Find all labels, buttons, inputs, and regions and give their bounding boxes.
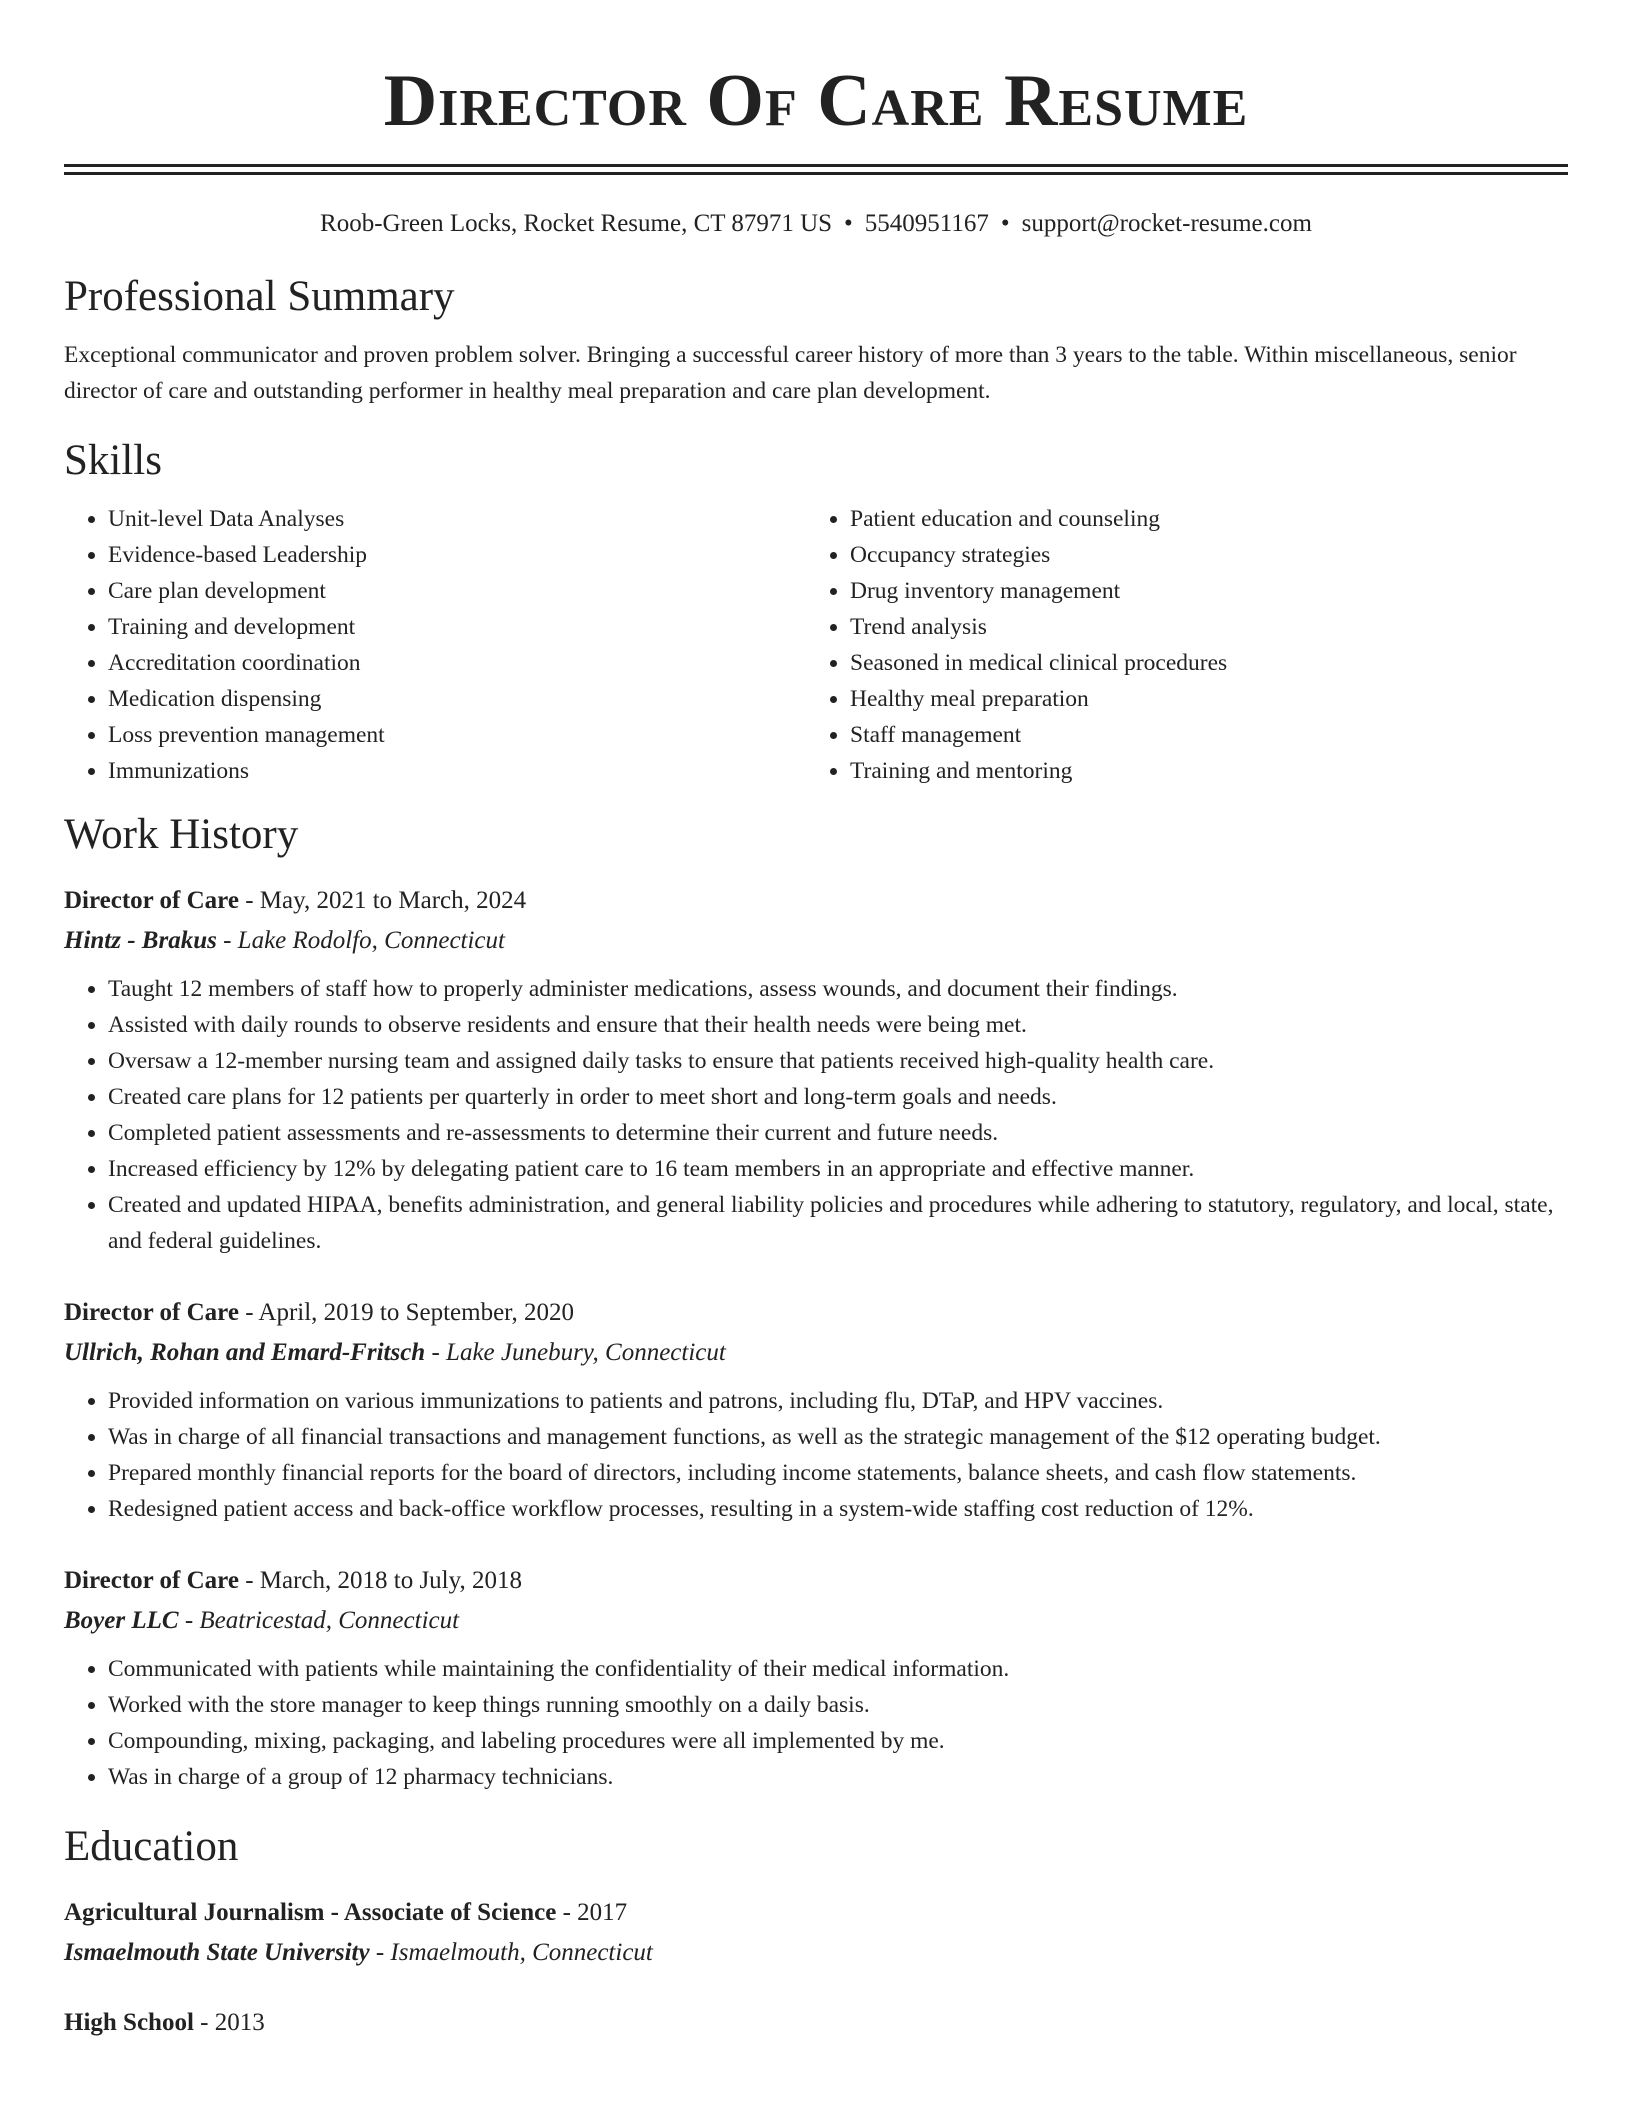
resume-title: Director Of Care Resume (383, 60, 1249, 142)
skills-list-left (64, 501, 806, 789)
contact-phone: 5540951167 (864, 210, 989, 237)
education-degree: High School (64, 2009, 194, 2036)
education-school: Ismaelmouth State University (64, 1939, 370, 1966)
education-heading: Education (64, 1823, 239, 1870)
education-year: - 2017 (556, 1899, 628, 1926)
contact-address: Roob-Green Locks, Rocket Resume, CT 87971 US (320, 210, 833, 237)
job-company: Boyer LLC (64, 1607, 179, 1634)
summary-text: Exceptional communicator and proven problem solver. Bringing a successful career history of more than 3 years to the table. Within miscellaneous, senior director of care and outstanding performer in healthy meal preparation and care plan development. (64, 342, 1517, 404)
work-history-heading: Work History (64, 811, 299, 858)
skills-list-right (806, 501, 1227, 789)
job-bullet: • Communicated with patients while maintaining the confidentiality of their medical information. (108, 1651, 1568, 1687)
skill-item: • Medication dispensing (108, 681, 806, 717)
job-bullet: • Prepared monthly financial reports for the board of directors, including income statements, balance sheets, and cash flow statements. (108, 1455, 1568, 1491)
skill-item: • Trend analysis (850, 609, 1227, 645)
skill-item: • Drug inventory management (850, 573, 1227, 609)
education-degree: Agricultural Journalism - Associate of Science (64, 1899, 557, 1926)
education-degree-line (64, 2003, 1568, 2043)
job-bullet: • Created and updated HIPAA, benefits administration, and general liability policies and procedures while adhering to statutory, regulatory, and local, state, and federal guidelines. (108, 1187, 1568, 1259)
skill-item: • Training and mentoring (850, 753, 1227, 789)
job-bullet: • Was in charge of a group of 12 pharmacy technicians. (108, 1759, 1568, 1795)
skill-item: • Healthy meal preparation (850, 681, 1227, 717)
job-bullet: • Provided information on various immunizations to patients and patrons, including flu, DTaP, and HPV vaccines. (108, 1383, 1568, 1419)
education-entry (64, 1893, 1568, 1973)
job-location: - Beatricestad, Connecticut (178, 1607, 460, 1634)
job-title-line (64, 881, 1568, 921)
title-divider (64, 164, 1568, 175)
job-company: Ullrich, Rohan and Emard-Fritsch (64, 1339, 426, 1366)
job-title-line (64, 1293, 1568, 1333)
job-bullet: • Was in charge of all financial transactions and management functions, as well as the strategic management of the $12 operating budget. (108, 1419, 1568, 1455)
skill-item: • Care plan development (108, 573, 806, 609)
job-dates: - May, 2021 to March, 2024 (238, 887, 527, 914)
skill-item: • Seasoned in medical clinical procedures (850, 645, 1227, 681)
job-bullet: • Oversaw a 12-member nursing team and assigned daily tasks to ensure that patients received high-quality health care. (108, 1043, 1568, 1079)
job-bullet: • Taught 12 members of staff how to properly administer medications, assess wounds, and document their findings. (108, 971, 1568, 1007)
job-title: Director of Care (64, 1567, 239, 1594)
education-location: - Ismaelmouth, Connecticut (369, 1939, 653, 1966)
job-entry (64, 1293, 1568, 1527)
education-year: - 2013 (193, 2009, 265, 2036)
skill-item: • Training and development (108, 609, 806, 645)
summary-heading: Professional Summary (64, 273, 455, 320)
contact-separator: • (1000, 210, 1010, 237)
contact-line (64, 209, 1568, 239)
education-school-line (64, 1933, 1568, 1973)
job-bullet: • Completed patient assessments and re-assessments to determine their current and future needs. (108, 1115, 1568, 1151)
job-location: - Lake Rodolfo, Connecticut (216, 927, 505, 954)
job-bullet: • Created care plans for 12 patients per quarterly in order to meet short and long-term goals and needs. (108, 1079, 1568, 1115)
contact-email: support@rocket-resume.com (1021, 210, 1312, 237)
job-bullet: • Redesigned patient access and back-office workflow processes, resulting in a system-wide staffing cost reduction of 12%. (108, 1491, 1568, 1527)
job-entry (64, 1561, 1568, 1795)
skill-item: • Immunizations (108, 753, 806, 789)
education-degree-line (64, 1893, 1568, 1933)
job-location: - Lake Junebury, Connecticut (425, 1339, 726, 1366)
skill-item: • Staff management (850, 717, 1227, 753)
job-dates: - April, 2019 to September, 2020 (238, 1299, 575, 1326)
job-bullet: • Worked with the store manager to keep things running smoothly on a daily basis. (108, 1687, 1568, 1723)
skill-item: • Accreditation coordination (108, 645, 806, 681)
skill-item: • Unit-level Data Analyses (108, 501, 806, 537)
job-bullet: • Compounding, mixing, packaging, and labeling procedures were all implemented by me. (108, 1723, 1568, 1759)
job-company-line (64, 921, 1568, 961)
job-entry (64, 881, 1568, 1259)
skill-item: • Evidence-based Leadership (108, 537, 806, 573)
job-bullets (64, 1383, 1568, 1527)
job-title-line (64, 1561, 1568, 1601)
job-bullets (64, 971, 1568, 1259)
job-bullet: • Assisted with daily rounds to observe residents and ensure that their health needs were being met. (108, 1007, 1568, 1043)
job-title: Director of Care (64, 887, 239, 914)
job-title: Director of Care (64, 1299, 239, 1326)
job-bullets (64, 1651, 1568, 1795)
job-company-line (64, 1601, 1568, 1641)
job-dates: - March, 2018 to July, 2018 (238, 1567, 523, 1594)
job-company-line (64, 1333, 1568, 1373)
contact-separator: • (844, 210, 853, 237)
skills-heading: Skills (64, 437, 162, 484)
job-company: Hintz - Brakus (64, 927, 217, 954)
skills-columns (64, 501, 1568, 789)
skill-item: • Occupancy strategies (850, 537, 1227, 573)
skill-item: • Patient education and counseling (850, 501, 1227, 537)
education-entry (64, 2003, 1568, 2043)
job-bullet: • Increased efficiency by 12% by delegating patient care to 16 team members in an appropriate and effective manner. (108, 1151, 1568, 1187)
skill-item: • Loss prevention management (108, 717, 806, 753)
